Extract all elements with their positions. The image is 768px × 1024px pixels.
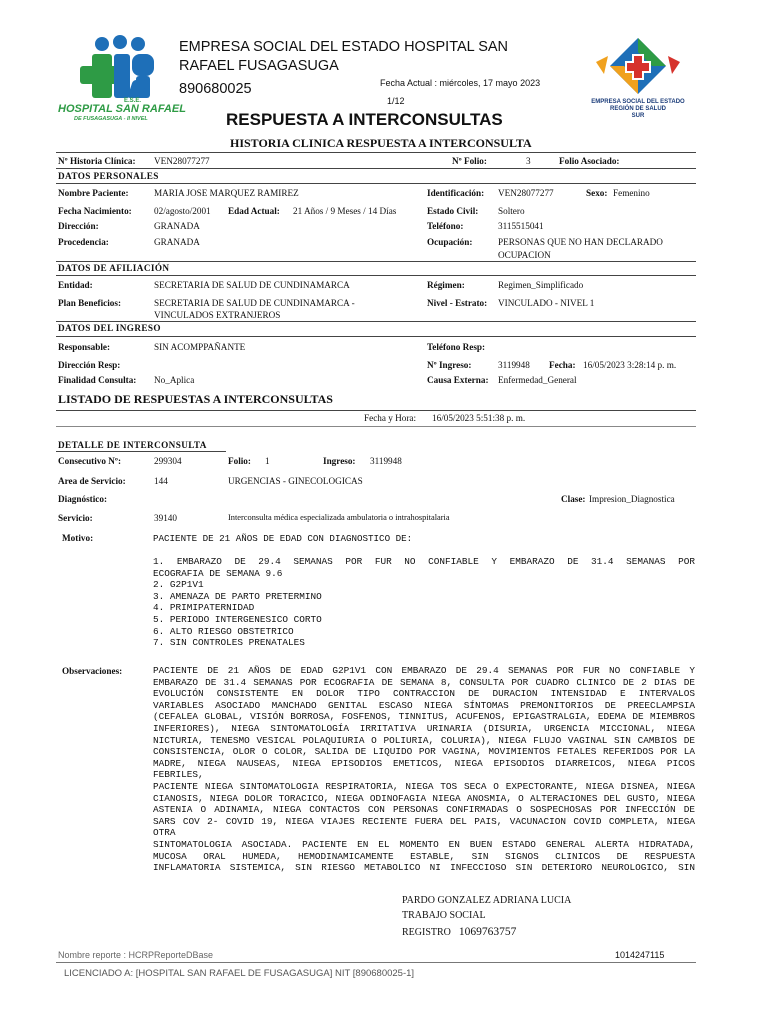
motivo-label: Motivo: xyxy=(62,533,94,543)
region-cross-icon xyxy=(574,36,702,98)
sexo-label: Sexo: xyxy=(586,188,608,198)
region-line2: REGIÓN DE SALUD xyxy=(609,106,666,112)
org-nit: 890680025 xyxy=(179,81,252,97)
page-title: RESPUESTA A INTERCONSULTAS xyxy=(226,110,503,129)
nacimiento-value: 02/agosto/2001 xyxy=(154,206,211,216)
observaciones-line: NICTURIA, TENESMO VESICAL POLAQUIURIA O POLIURIA, COLURIA), NIEGA FLUJO VAGINAL SIN CAMBIOS DE xyxy=(153,734,695,746)
clase-value: Impresion_Diagnostica xyxy=(589,494,675,504)
observaciones-label: Observaciones: xyxy=(62,666,123,676)
motivo-line: 6. ALTO RIESGO OBSTETRICO xyxy=(153,625,294,637)
hospital-logo-icon xyxy=(54,34,184,104)
folio-label: Nº Folio: xyxy=(452,156,487,166)
detalle-ingreso-value: 3119948 xyxy=(370,456,402,466)
detalle-folio-value: 1 xyxy=(265,456,270,466)
motivo-line: 7. SIN CONTROLES PRENATALES xyxy=(153,637,305,649)
area-value: URGENCIAS - GINECOLOGICAS xyxy=(228,476,363,486)
observaciones-line: CONSISTENCIA, OLOR O COLOR, SALIDA DE LIQUIDO POR VAGINA, MOVIMIENTOS FETALES REFERIDOS POR LA xyxy=(153,746,695,758)
observaciones-line: SINTOMATOLOGIA ASOCIADA. PACIENTE EN EL MOMENTO EN BUEN ESTADO GENERAL ALERTA HIDRATADA, xyxy=(153,838,695,850)
plan-value-1: SECRETARIA DE SALUD DE CUNDINAMARCA - xyxy=(154,298,355,308)
telefono-label: Teléfono: xyxy=(427,221,464,231)
report-name: Nombre reporte : HCRPReporteDBase xyxy=(58,950,214,960)
historia-label: Nº Historia Clínica: xyxy=(58,156,136,166)
registro-label: REGISTRO xyxy=(402,927,451,938)
observaciones-line: CIANOSIS, NIEGA DOLOR TORACICO, NIEGA ODINOFAGIA NIEGA ANOSMIA, O ALTERACIONES DEL GUSTO, NIEGA xyxy=(153,792,695,804)
entidad-label: Entidad: xyxy=(58,280,93,290)
regimen-value: Regimen_Simplificado xyxy=(498,280,584,290)
org-name-line1: EMPRESA SOCIAL DEL ESTADO HOSPITAL SAN xyxy=(179,39,509,55)
nombre-value: MARIA JOSE MARQUEZ RAMIREZ xyxy=(154,188,299,198)
logo-name: HOSPITAL SAN RAFAEL xyxy=(58,103,186,115)
direccion-value: GRANADA xyxy=(154,221,200,231)
motivo-line: ECOGRAFIA DE SEMANA 9.6 xyxy=(153,567,283,579)
motivo-line: 4. PRIMIPATERNIDAD xyxy=(153,602,255,614)
plan-value-2: VINCULADOS EXTRANJEROS xyxy=(154,310,281,320)
folio-value: 3 xyxy=(526,156,531,166)
observaciones-line: ASTENIA O ADINAMIA, NIEGA CONTACTOS CON PERSONAS CONFIRMADAS O SOSPECHOSAS POR INFECCIÓN DE xyxy=(153,804,695,816)
region-line1: EMPRESA SOCIAL DEL ESTADO xyxy=(591,99,685,105)
signer-name: PARDO GONZALEZ ADRIANA LUCIA xyxy=(402,895,572,906)
causa-label: Causa Externa: xyxy=(427,375,489,385)
page-subtitle: HISTORIA CLINICA RESPUESTA A INTERCONSULTA xyxy=(230,136,532,150)
fecha-hora-value: 16/05/2023 5:51:38 p. m. xyxy=(432,413,526,423)
servicio-label: Servicio: xyxy=(58,513,93,523)
signature-block xyxy=(402,893,571,941)
clase-label: Clase: xyxy=(561,494,586,504)
observaciones-line: MUCOSA ORAL HUMEDA, HEMODINAMICAMENTE ESTABLE, SIN SIGNOS CLINICOS DE RESPUESTA xyxy=(153,850,695,862)
motivo-intro: PACIENTE DE 21 AÑOS DE EDAD CON DIAGNOSTICO DE: xyxy=(153,533,413,544)
procedencia-value: GRANADA xyxy=(154,237,200,247)
observaciones-line: PACIENTE DE 21 AÑOS DE EDAD G2P1V1 CON EMBARAZO DE 29.4 SEMANAS POR FUR NO CONFIABLE Y xyxy=(153,665,695,676)
section-afiliacion: DATOS DE AFILIACIÓN xyxy=(58,263,170,273)
observaciones-line: PACIENTE NIEGA SINTOMATOLOGIA RESPIRATORIA, NIEGA TOS SECA O EXPECTORANTE, NIEGA DISNEA, NIEGA xyxy=(153,780,695,792)
registro-value: 1069763757 xyxy=(458,926,517,938)
causa-value: Enfermedad_General xyxy=(498,375,577,385)
estado-civil-label: Estado Civil: xyxy=(427,206,479,216)
motivo-line: 2. G2P1V1 xyxy=(153,579,204,591)
observaciones-text xyxy=(153,665,695,874)
finalidad-label: Finalidad Consulta: xyxy=(58,375,137,385)
identificacion-value: VEN28077277 xyxy=(498,188,554,198)
section-ingreso: DATOS DEL INGRESO xyxy=(58,323,161,333)
entidad-value: SECRETARIA DE SALUD DE CUNDINAMARCA xyxy=(154,280,350,290)
consecutivo-value: 299304 xyxy=(154,456,182,466)
observaciones-line: (CEFALEA GLOBAL, VISIÓN BORROSA, FOSFENOS, TINNITUS, ACUFENOS, EPIGASTRALGIA, EDEMA DE MIEMBROS xyxy=(153,711,695,723)
nivel-value: VINCULADO - NIVEL 1 xyxy=(498,298,595,308)
observaciones-line: VARIABLES ASOCIADO MANCHADO GENITAL ESCASO NIEGA SÍNTOMAS PREMONITORIOS DE PREECLAMPSIA xyxy=(153,699,695,711)
nacimiento-label: Fecha Nacimiento: xyxy=(58,206,132,216)
org-name-line2: RAFAEL FUSAGASUGA xyxy=(179,58,339,74)
responsable-label: Responsable: xyxy=(58,342,111,352)
estado-civil-value: Soltero xyxy=(498,206,525,216)
ocupacion-label: Ocupación: xyxy=(427,237,473,247)
section-detalle: DETALLE DE INTERCONSULTA xyxy=(58,440,207,450)
fecha-ingreso-value: 16/05/2023 3:28:14 p. m. xyxy=(583,360,677,370)
motivo-line: 3. AMENAZA DE PARTO PRETERMINO xyxy=(153,590,322,602)
edad-label: Edad Actual: xyxy=(228,206,280,216)
observaciones-line: SARS COV 2- COVID 19, NIEGA VIAJES RECIENTE FUERA DEL PAIS, VACUNACION COVID COMPLETA, NIEGA OTRA xyxy=(153,815,695,839)
motivo-text xyxy=(153,556,695,649)
section-datos-personales: DATOS PERSONALES xyxy=(58,171,159,181)
ocupacion-value-2: OCUPACION xyxy=(498,250,551,260)
nombre-label: Nombre Paciente: xyxy=(58,188,129,198)
fecha-ingreso-label: Fecha: xyxy=(549,360,576,370)
report-code: 1014247115 xyxy=(615,950,665,960)
telefono-value: 3115515041 xyxy=(498,221,544,231)
page-number: 1/12 xyxy=(387,96,405,106)
regimen-label: Régimen: xyxy=(427,280,465,290)
direccion-label: Dirección: xyxy=(58,221,99,231)
direccion-resp-label: Dirección Resp: xyxy=(58,360,121,370)
observaciones-line: INFERIORES), NIEGA SINTOMATOLOGÍA IRRITATIVA URINARIA (DISURIA, URGENCIA MICCIONAL, NIEGA xyxy=(153,722,695,734)
hospital-logo xyxy=(54,34,184,126)
observaciones-line: INFLAMATORIA SISTEMICA, SIN RIESGO METABOLICO NI INFECCIOSO SIN DETERIORO NEUROLOGICO, SIN xyxy=(153,862,695,874)
region-logo xyxy=(574,36,702,126)
ocupacion-value-1: PERSONAS QUE NO HAN DECLARADO xyxy=(498,237,663,247)
plan-label: Plan Beneficios: xyxy=(58,298,122,308)
identificacion-label: Identificación: xyxy=(427,188,485,198)
procedencia-label: Procedencia: xyxy=(58,237,109,247)
servicio-value: Interconsulta médica especializada ambulatoria o intrahospitalaria xyxy=(228,513,450,522)
diagnostico-label: Diagnóstico: xyxy=(58,494,107,504)
logo-sub: DE FUSAGASUGA - II NIVEL xyxy=(74,116,148,122)
servicio-code: 39140 xyxy=(154,513,177,523)
nivel-label: Nivel - Estrato: xyxy=(427,298,488,308)
logo-ese: E.S.E. xyxy=(124,98,142,104)
area-label: Area de Servicio: xyxy=(58,476,126,486)
no-ingreso-label: Nº Ingreso: xyxy=(427,360,472,370)
observaciones-line: MADRE, NIEGA NAUSEAS, NIEGA EPISODIOS EMETICOS, NIEGA EPISODIOS DIARREICOS, NIEGA PICOS FEBRILES, xyxy=(153,757,695,781)
telefono-resp-label: Teléfono Resp: xyxy=(427,342,486,352)
responsable-value: SIN ACOMPPAÑANTE xyxy=(154,342,246,352)
observaciones-line: EVOLUCIÓN CONSISTENTE EN DOLOR TIPO CONTRACCION DE DURACION INTENSIDAD E INTERVALOS xyxy=(153,688,695,700)
observaciones-line: EMBARAZO DE 31.4 SEMANAS POR ECOGRAFIA DE SEMANA 8, CONSULTA POR CUADRO CLINICO DE 2 DIAS DE xyxy=(153,676,695,688)
motivo-line: 1. EMBARAZO DE 29.4 SEMANAS POR FUR NO CONFIABLE Y EMBARAZO DE 31.4 SEMANAS POR xyxy=(153,556,695,567)
sexo-value: Femenino xyxy=(613,188,650,198)
area-code: 144 xyxy=(154,476,168,486)
signer-role: TRABAJO SOCIAL xyxy=(402,910,486,921)
consecutivo-label: Consecutivo Nº: xyxy=(58,456,122,466)
no-ingreso-value: 3119948 xyxy=(498,360,530,370)
fecha-hora-label: Fecha y Hora: xyxy=(364,413,417,423)
region-line3: SUR xyxy=(631,113,645,119)
detalle-ingreso-label: Ingreso: xyxy=(323,456,356,466)
section-listado: LISTADO DE RESPUESTAS A INTERCONSULTAS xyxy=(58,392,333,406)
detalle-folio-label: Folio: xyxy=(228,456,251,466)
finalidad-value: No_Aplica xyxy=(154,375,195,385)
edad-value: 21 Años / 9 Meses / 14 Días xyxy=(293,206,397,216)
motivo-line: 5. PERIODO INTERGENESICO CORTO xyxy=(153,613,322,625)
folio-asociado-label: Folio Asociado: xyxy=(559,156,620,166)
fecha-actual: Fecha Actual : miércoles, 17 mayo 2023 xyxy=(380,78,541,88)
historia-value: VEN28077277 xyxy=(154,156,210,166)
license-text: LICENCIADO A: [HOSPITAL SAN RAFAEL DE FUSAGASUGA] NIT [890680025-1] xyxy=(64,968,415,979)
